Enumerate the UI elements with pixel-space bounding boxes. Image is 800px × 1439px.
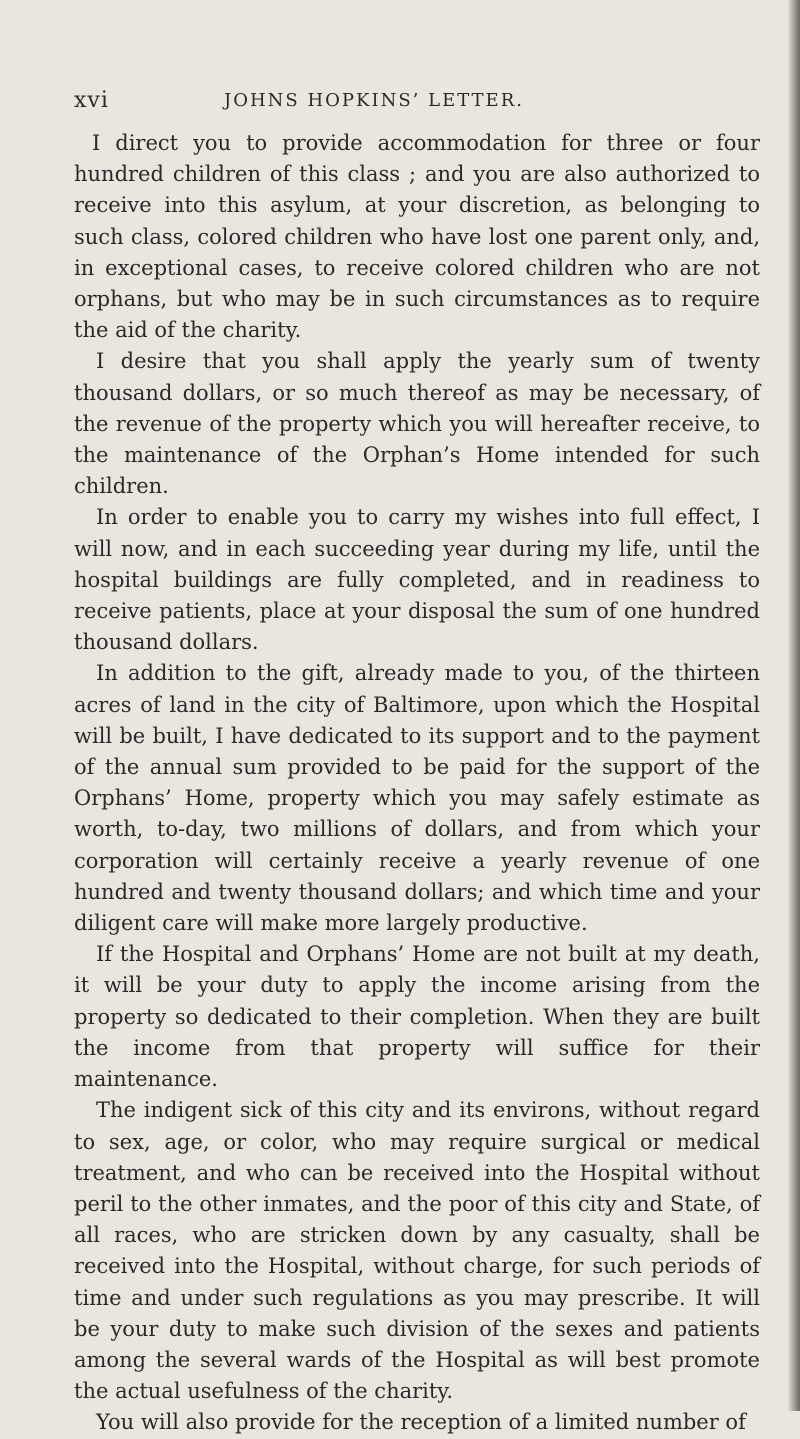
paragraph-indigent-sick: The indigent sick of this city and its environs, without regard to sex, age, or color, who may require surgical or medical treatment, and who can be received into the Hospital without peril to the other inmates, and the poor of this city and State, of all races, who are stricken down by any casualty, shall be received into the Hospital, without charge, for such periods of time and under such regulations as you may prescribe. It will be your duty to make such division of the sexes and patients among the several wards of the Hospital as will best promote the actual usefulness of the charity. — [74, 1098, 760, 1404]
paragraph-orphan-accommodation: I direct you to provide accommodation for three or four hundred children of this class ; and you are also authorized to receive into this asylum, at your discretion, as belonging to such class, colored children who have lost one parent only, and, in exceptional cases, to receive colored children who are not orphans, but who may be in such circumstances as to require the aid of the charity. — [74, 131, 760, 343]
letter-body — [74, 128, 760, 1439]
page-edge-shadow — [788, 0, 800, 1411]
running-title: JOHNS HOPKINS’ LETTER. — [224, 90, 524, 111]
page-number: xvi — [74, 88, 109, 113]
paragraph-completion-duty: If the Hospital and Orphans’ Home are not built at my death, it will be your duty to apply the income arising from the property so dedicated to their completion. When they are built the income from that property will suffice for their maintenance. — [74, 942, 760, 1092]
paragraph-property-dedication: In addition to the gift, already made to you, of the thirteen acres of land in the city of Baltimore, upon which the Hospital will be built, I have dedicated to its support and to the payment of the annual sum provided to be paid for the support of the Orphans’ Home, property which you may safely estimate as worth, to-day, two millions of dollars, and from which your corporation will certainly receive a yearly revenue of one hundred and twenty thousand dollars; and which time and your diligent care will make more largely productive. — [74, 661, 760, 936]
paragraph-annual-funding: In order to enable you to carry my wishes into full effect, I will now, and in each succeeding year during my life, until the hospital buildings are fully completed, and in readiness to receive patients, place at your disposal the sum of one hundred thousand dollars. — [74, 505, 760, 655]
paragraph-limited-reception: You will also provide for the reception of a limited number of — [96, 1410, 746, 1435]
paragraph-yearly-sum: I desire that you shall apply the yearly sum of twenty thousand dollars, or so much thereof as may be necessary, of the revenue of the property which you will hereafter receive, to the maintenance of the Orphan’s Home intended for such children. — [74, 349, 760, 499]
running-head — [74, 88, 756, 118]
